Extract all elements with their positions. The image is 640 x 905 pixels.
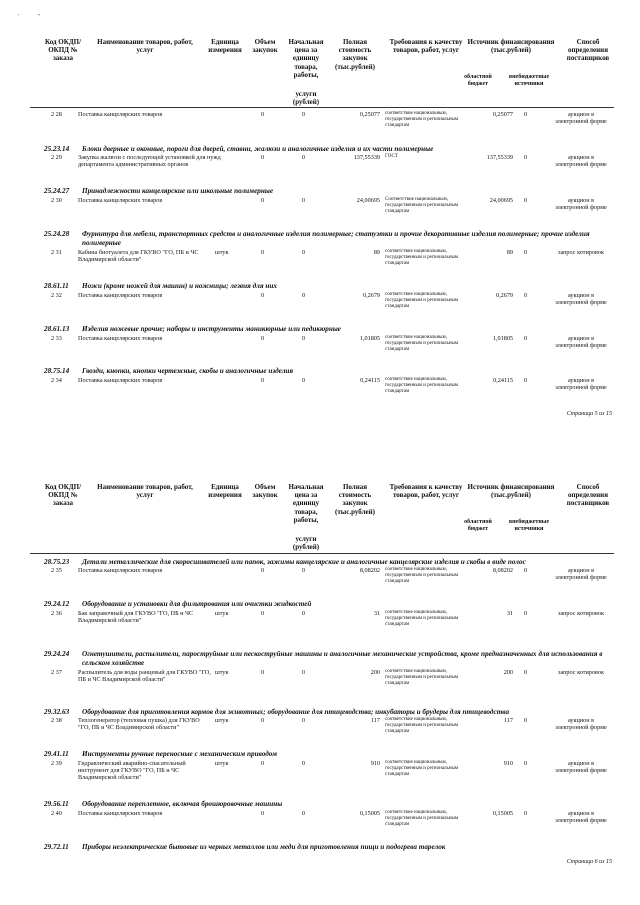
section-heading: 28.61.13 Изделия ножевые прочие; наборы и инструменты маникюрные или педикюрные (44, 325, 341, 333)
section-heading: 28.61.11 Ножи (кроме ножей для машин) и ножницы; лезвия для них (44, 282, 277, 290)
page-number: Страница 5 из 15 (566, 411, 612, 417)
header-name: Наименование товаров, работ, услуг (97, 483, 193, 500)
header-code: Код ОКДП/ ОКПД № заказа (44, 38, 82, 63)
section-heading: 29.32.63 Оборудование для приготовления кормов для животных; оборудование для птицеводства; инкубаторы и брудеры для птицеводства (44, 708, 510, 716)
header-funding-extra: внебюджетные источники (508, 74, 550, 87)
section-heading: 29.56.11 Оборудование переплетное, включая брошюровочные машины (44, 800, 283, 808)
header-cost: Полная стоимость закупок (тыс.рублей) (334, 483, 376, 516)
section-heading: 25.24.28 Фурнитура для мебели, транспортных средств и аналогичные изделия полимерные; статуэтки и прочие декоративные изделия полимерные; прочие изделия полимерные (44, 230, 590, 247)
header-volume: Объем закупок (252, 483, 278, 500)
header-unit: Единица измерения (208, 483, 242, 500)
section-heading: 28.75.23 Детали металлические для скоросшивателей или папок, зажимы канцелярские и аналогичные канцелярские изделия и скобы в виде полос (44, 558, 526, 566)
header-requirements: Требования к качеству товаров, работ, услуг (389, 483, 463, 500)
document-page-5: Код ОКДП/ ОКПД № заказа Наименование товаров, работ, услуг Единица измерения Объем закупок Начальная цена за единицу товара, работы, услуги (рублей) Полная стоимость закупок (тыс.рублей) Требования к качеству товаров, работ, услуг Источник финансирования (тыс.рублей) областной бюджет внебюджетные источники Способ определения поставщиков 2 28 Поставка канцелярских товаров 0 0 0,25077 соответствие национальным, государственным и региональным стандартам 0,25077 0 аукцион в электронной форме 25.23.14 Блоки дверные и оконные, пороги для дверей, ставни, жалюзи и аналогичные изделия и их части полимерные 2 29 Закупка жалюзи с последующей установкой для нужд департамента административных органов 0 0 137,55339 ГОСТ 137,55339 0 аукцион в электронной форме 25.24.27 Принадлежности канцелярские или школьные полимерные 2 30 Поставка канцелярских товаров 0 0 24,00695 Соответствие национальным, государственным и региональным стандартам 24,00695 0 аукцион в электронной форме 25.24.28 Фурнитура для мебели, транспортных средств и аналогичные изделия полимерные; статуэтки и прочие декоративные изделия полимерные; прочие изделия полимерные 2 31 Кабина биотуалета для ГКУВО "ГО, ПБ и ЧС Владимирской области" штук 0 0 89 соответствие национальным, государственным и региональным стандартам 89 0 запрос котировок 28.61.11 Ножи (кроме ножей для машин) и ножницы; лезвия для них 2 32 Поставка канцелярских товаров 0 0 0,2679 соответствие национальным, государственным и региональным стандартам 0,2679 0 аукцион в электронной форме 28.61.13 Изделия ножевые прочие; наборы и инструменты маникюрные или педикюрные 2 33 Поставка канцелярских товаров 0 0 1,01805 соответствие национальным, государственным и региональным стандартам 1,01805 0 аукцион в электронной форме 28.75.14 Гвозди, кнопки, кнопки чертежные, скобы и аналогичные изделия 2 34 Поставка канцелярских товаров 0 0 0,24115 соответствие национальным, государственным и региональным стандартам 0,24115 0 аукцион в электронной форме Страница 5 из 15 (0, 0, 640, 450)
header-price-unit: услуги (рублей) (292, 535, 320, 552)
section-heading: 25.23.14 Блоки дверные и оконные, пороги для дверей, ставни, жалюзи и аналогичные изделия и их части полимерные (44, 145, 434, 153)
header-volume: Объем закупок (252, 38, 278, 55)
header-funding-regional: областной бюджет (464, 74, 492, 87)
scan-mark-2: " (38, 14, 41, 20)
table-header (0, 483, 640, 553)
page-number: Страница 6 из 15 (566, 859, 612, 865)
header-funding-regional: областной бюджет (464, 519, 492, 532)
header-requirements: Требования к качеству товаров, работ, услуг (389, 38, 463, 55)
header-cost: Полная стоимость закупок (тыс.рублей) (334, 38, 376, 71)
header-method: Способ определения поставщиков (566, 483, 610, 508)
section-heading: 29.72.11 Приборы неэлектрические бытовые из черных металлов или меди для приготовления пищи и подогрева тарелок (44, 843, 446, 851)
header-funding-extra: внебюджетные источники (508, 519, 550, 532)
section-heading: 29.24.24 Огнетушители, распылители, пароструйные или пескоструйные машины и аналогичные механические устройства, кроме предназначенных для использования в сельском хозяйстве (44, 650, 603, 667)
header-unit: Единица измерения (208, 38, 242, 55)
header-divider (30, 553, 614, 554)
section-heading: 29.41.11 Инструменты ручные переносные с механическим приводом (44, 750, 278, 758)
section-heading: 29.24.12 Оборудование и установки для фильтрования или очистки жидкостей (44, 600, 312, 608)
header-price: Начальная цена за единицу товара, работы, (288, 483, 324, 524)
header-price-unit: услуги (рублей) (292, 90, 320, 107)
header-method: Способ определения поставщиков (566, 38, 610, 63)
header-price: Начальная цена за единицу товара, работы, (288, 38, 324, 79)
scan-mark-1: ' (18, 14, 20, 20)
document-page-6: Код ОКДП/ ОКПД № заказа Наименование товаров, работ, услуг Единица измерения Объем закупок Начальная цена за единицу товара, работы, услуги (рублей) Полная стоимость закупок (тыс.рублей) Требования к качеству товаров, работ, услуг Источник финансирования (тыс.рублей) областной бюджет внебюджетные источники Способ определения поставщиков 28.75.23 Детали металлические для скоросшивателей или папок, зажимы канцелярские и аналогичные канцелярские изделия и скобы в виде полос 2 35 Поставка канцелярских товаров 0 0 8,08202 соответствие национальным, государственным и региональным стандартам 8,08202 0 аукцион в электронной форме 29.24.12 Оборудование и установки для фильтрования или очистки жидкостей 2 36 Бак заправочный для ГКУВО "ГО, ПБ и ЧС Владимирской области" штук 0 0 31 соответствие национальным, государственным и региональным стандартам 31 0 запрос котировок 29.24.24 Огнетушители, распылители, пароструйные или пескоструйные машины и аналогичные механические устройства, кроме предназначенных для использования в сельском хозяйстве 2 37 Распылитель для воды ранцевый для ГКУВО "ГО, ПБ и ЧС Владимирской области" штук 0 0 200 соответствие национальным, государственным и региональным стандартам 200 0 запрос котировок 29.32.63 Оборудование для приготовления кормов для животных; оборудование для птицеводства; инкубаторы и брудеры для птицеводства 2 38 Теплогенератор (тепловая пушка) для ГКУВО "ГО, ПБ и ЧС Владимирской области" штук 0 0 117 соответствие национальным, государственным и региональным стандартам 117 0 аукцион в электронной форме 29.41.11 Инструменты ручные переносные с механическим приводом 2 39 Гидравлический аварийно-спасательный инструмент для ГКУВО "ГО, ПБ и ЧС Владимирской области" штук 0 0 910 соответствие национальным, государственным и региональным стандартам 910 0 аукцион в электронной форме 29.56.11 Оборудование переплетное, включая брошюровочные машины 2 40 Поставка канцелярских товаров 0 0 0,15005 соответствие национальным, государственным и региональным стандартам 0,15005 0 аукцион в электронной форме 29.72.11 Приборы неэлектрические бытовые из черных металлов или меди для приготовления пищи и подогрева тарелок Страница 6 из 15 (0, 0, 640, 905)
header-funding: Источник финансирования (тыс.рублей) (467, 38, 555, 55)
section-heading: 25.24.27 Принадлежности канцелярские или школьные полимерные (44, 187, 274, 195)
header-funding: Источник финансирования (тыс.рублей) (467, 483, 555, 500)
header-name: Наименование товаров, работ, услуг (97, 38, 193, 55)
header-code: Код ОКДП/ ОКПД № заказа (44, 483, 82, 508)
section-heading: 28.75.14 Гвозди, кнопки, кнопки чертежные, скобы и аналогичные изделия (44, 367, 294, 375)
